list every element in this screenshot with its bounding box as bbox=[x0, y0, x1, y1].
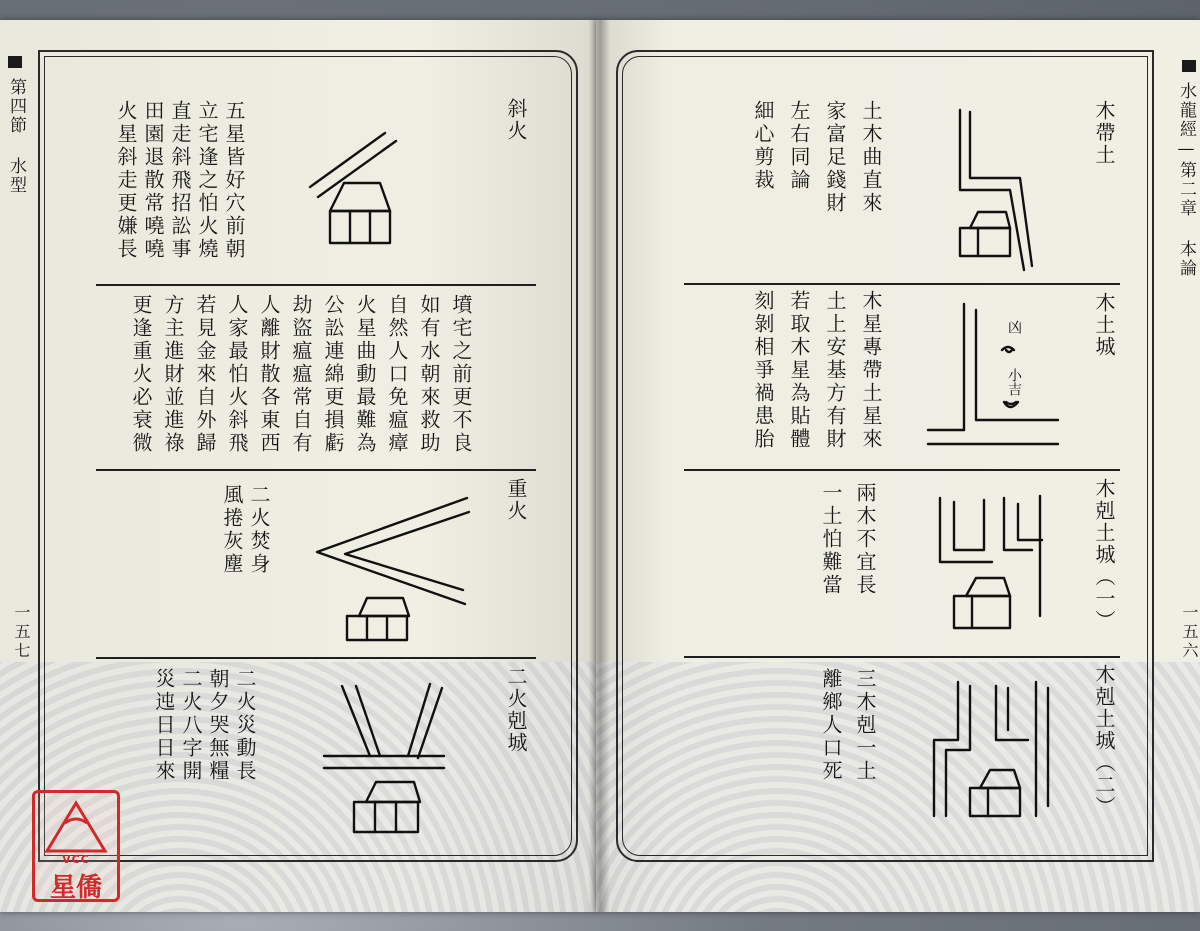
verse-line: 左右同論 bbox=[787, 100, 811, 192]
verse-line: 公訟連綿更損虧 bbox=[321, 294, 345, 455]
verse-block bbox=[740, 290, 884, 451]
verse-line: 火星曲動最難為 bbox=[353, 294, 377, 455]
verse-line: 人離財散各東西 bbox=[257, 294, 281, 455]
double-fire-diagram bbox=[305, 490, 475, 645]
stamp-text: VCC bbox=[62, 853, 90, 866]
wood-earth-diagram bbox=[948, 104, 1038, 274]
verse-line: 五星皆好穴前朝 bbox=[222, 100, 246, 261]
section-divider bbox=[684, 656, 1120, 658]
verse-line: 若取木星為貼體 bbox=[787, 290, 811, 451]
verse-line: 風捲灰塵 bbox=[220, 484, 244, 576]
section-divider bbox=[684, 469, 1120, 471]
section-title: 重火 bbox=[504, 478, 528, 522]
verse-block bbox=[740, 100, 884, 215]
slant-fire-diagram bbox=[300, 125, 410, 250]
verse-line: 若見金來自外歸 bbox=[193, 294, 217, 455]
wood-overcome-city-2-diagram bbox=[928, 676, 1058, 826]
section-title: 木剋土城（二） bbox=[1092, 664, 1116, 818]
section-title: 斜火 bbox=[504, 98, 528, 142]
verse-line: 兩木不宜長 bbox=[853, 482, 877, 597]
verse-block bbox=[810, 668, 878, 783]
verse-block bbox=[150, 668, 258, 783]
verse-line: 家富足錢財 bbox=[823, 100, 847, 215]
mountain-logo-icon bbox=[35, 797, 117, 857]
diagram-label-small-lucky: 小吉 bbox=[1006, 368, 1022, 396]
verse-line: 自然人口免瘟瘴 bbox=[385, 294, 409, 455]
section-divider bbox=[96, 657, 536, 659]
verse-line: 一土怕難當 bbox=[819, 482, 843, 597]
two-fire-city-diagram bbox=[320, 678, 450, 838]
verse-line: 朝夕哭無糧 bbox=[206, 668, 230, 783]
wood-earth-city-diagram bbox=[924, 300, 1064, 460]
verse-block bbox=[122, 294, 474, 455]
right-inner-frame bbox=[622, 56, 1148, 856]
verse-line: 人家最怕火斜飛 bbox=[225, 294, 249, 455]
section-divider bbox=[96, 469, 536, 471]
verse-block bbox=[218, 484, 272, 576]
chapter-tab bbox=[8, 56, 22, 68]
verse-line: 災迍日日來 bbox=[152, 668, 176, 783]
right-page-number: 一五六 bbox=[1180, 604, 1199, 661]
section-title: 木剋土城（一） bbox=[1092, 478, 1116, 632]
verse-line: 火星斜走更嫌長 bbox=[114, 100, 138, 261]
section-divider bbox=[96, 284, 536, 286]
verse-line: 立宅逢之怕火燒 bbox=[195, 100, 219, 261]
verse-line: 更逢重火必衰微 bbox=[129, 294, 153, 455]
verse-line: 刻剝相爭禍患胎 bbox=[751, 290, 775, 451]
verse-line: 二火焚身 bbox=[247, 484, 271, 576]
verse-line: 細心剪裁 bbox=[751, 100, 775, 192]
verse-line: 墳宅之前更不良 bbox=[449, 294, 473, 455]
section-title: 木土城 bbox=[1092, 292, 1116, 358]
book-gutter bbox=[588, 20, 610, 912]
verse-line: 木星專帶土星來 bbox=[859, 290, 883, 451]
left-page-number: 一五七 bbox=[12, 604, 31, 661]
chapter-tab bbox=[1182, 60, 1196, 72]
section-title: 木帶土 bbox=[1092, 100, 1116, 166]
verse-block bbox=[810, 482, 878, 597]
left-running-head: 第四節 水型 bbox=[6, 78, 26, 195]
verse-line: 土木曲直來 bbox=[859, 100, 883, 215]
wood-overcome-city-1-diagram bbox=[932, 488, 1052, 638]
verse-line: 二火八字開 bbox=[179, 668, 203, 783]
verse-line: 直走斜飛招訟事 bbox=[168, 100, 192, 261]
verse-line: 二火災動長 bbox=[233, 668, 257, 783]
right-running-head: 水龍經—第二章 本論 bbox=[1176, 82, 1196, 278]
verse-line: 三木剋一土 bbox=[853, 668, 877, 783]
verse-line: 方主進財並進祿 bbox=[161, 294, 185, 455]
diagram-label-bad: 凶 bbox=[1006, 320, 1022, 334]
section-title: 二火剋城 bbox=[504, 666, 528, 754]
section-divider bbox=[684, 283, 1120, 285]
watermark-stamp bbox=[32, 790, 120, 902]
verse-line: 離鄉人口死 bbox=[819, 668, 843, 783]
stamp-text: 星僑 bbox=[49, 873, 102, 903]
verse-line: 田園退散常嘵嘵 bbox=[141, 100, 165, 261]
verse-line: 如有水朝來救助 bbox=[417, 294, 441, 455]
verse-block bbox=[112, 100, 247, 261]
verse-line: 劫盜瘟瘟常自有 bbox=[289, 294, 313, 455]
verse-line: 土上安基方有財 bbox=[823, 290, 847, 451]
